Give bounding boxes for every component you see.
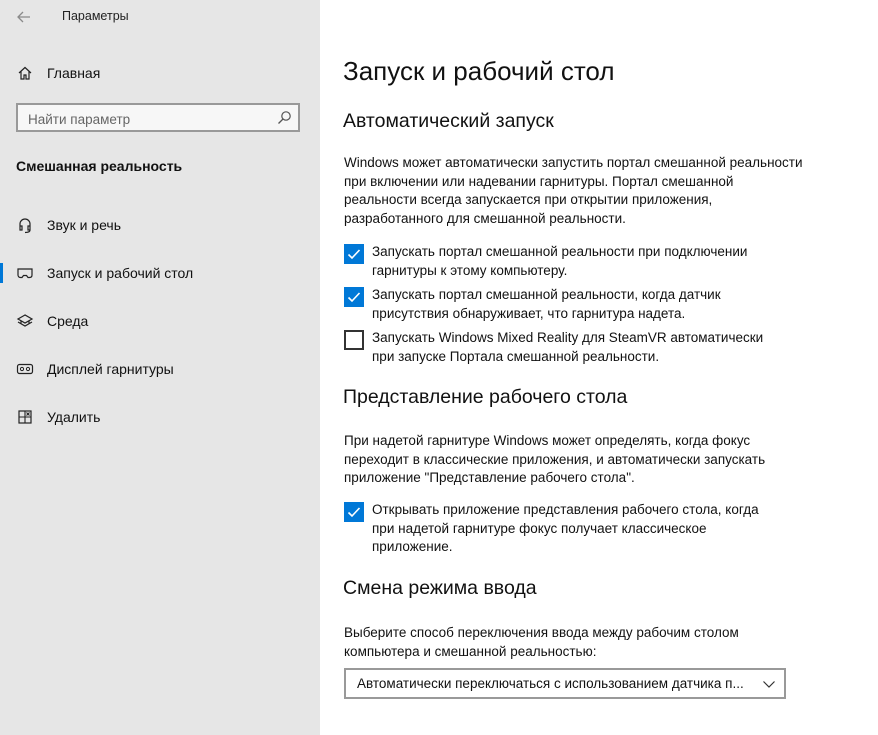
home-icon xyxy=(16,64,34,82)
nav-home-label: Главная xyxy=(47,65,101,81)
section-title: Смешанная реальность xyxy=(16,158,183,174)
search-box[interactable] xyxy=(16,103,300,132)
sidebar-item-environment[interactable] xyxy=(0,301,320,341)
sidebar-item-label: Дисплей гарнитуры xyxy=(47,361,174,377)
dropdown-selected-value: Автоматически переключаться с использованием датчика п... xyxy=(357,676,744,691)
title-bar xyxy=(0,0,320,34)
back-arrow-icon xyxy=(17,11,31,23)
checkbox-launch-steamvr[interactable] xyxy=(344,329,774,369)
headset-display-icon xyxy=(16,360,34,378)
vr-headset-icon xyxy=(16,264,34,282)
search-input[interactable] xyxy=(26,108,270,130)
sidebar-item-startup-desktop[interactable] xyxy=(0,253,320,293)
checkbox-checked-icon[interactable] xyxy=(344,244,364,264)
checkbox-launch-on-connect[interactable] xyxy=(344,243,774,283)
sidebar-item-label: Удалить xyxy=(47,409,101,425)
chevron-down-icon xyxy=(762,677,776,691)
checkbox-launch-on-presence[interactable] xyxy=(344,286,774,326)
autostart-description: Windows может автоматически запустить портал смешанной реальности при включении или надевании гарнитуры. Портал смешанной реальности всегда запускается при открытии приложения, разработанного для смешанной реальности. xyxy=(344,155,803,226)
sidebar-item-label: Среда xyxy=(47,313,89,329)
checkbox-unchecked-icon[interactable] xyxy=(344,330,364,350)
desktop-view-description: При надетой гарнитуре Windows может определять, когда фокус переходит в классические приложения, и автоматически запускать приложение "Представление рабочего стола". xyxy=(344,433,766,485)
headset-mic-icon xyxy=(16,216,34,234)
checkbox-label: Запускать портал смешанной реальности при подключении гарнитуры к этому компьютеру. xyxy=(372,244,748,278)
autostart-heading: Автоматический запуск xyxy=(343,110,554,132)
sidebar xyxy=(0,0,320,735)
search-icon[interactable] xyxy=(276,110,292,126)
nav-home[interactable] xyxy=(0,53,320,93)
sidebar-item-headset-display[interactable] xyxy=(0,349,320,389)
checkbox-checked-icon[interactable] xyxy=(344,502,364,522)
back-button[interactable] xyxy=(10,4,38,30)
input-switch-description: Выберите способ переключения ввода между рабочим столом компьютера и смешанной реальностью: xyxy=(344,625,739,659)
uninstall-icon xyxy=(16,408,34,426)
environment-icon xyxy=(16,312,34,330)
desktop-view-heading: Представление рабочего стола xyxy=(343,386,628,408)
page-title: Запуск и рабочий стол xyxy=(343,56,615,86)
sidebar-item-uninstall[interactable] xyxy=(0,397,320,437)
main-content xyxy=(320,0,878,735)
input-switch-dropdown[interactable] xyxy=(344,668,786,699)
checkbox-label: Открывать приложение представления рабочего стола, когда при надетой гарнитуре фокус получает классическое приложение. xyxy=(372,502,759,554)
sidebar-item-label: Звук и речь xyxy=(47,217,122,233)
app-title: Параметры xyxy=(62,9,129,23)
checkbox-checked-icon[interactable] xyxy=(344,287,364,307)
checkbox-label: Запускать Windows Mixed Reality для SteamVR автоматически при запуске Портала смешанной реальности. xyxy=(372,330,764,364)
sidebar-item-label: Запуск и рабочий стол xyxy=(47,265,194,281)
input-switch-heading: Смена режима ввода xyxy=(343,577,537,599)
checkbox-open-desktop-view[interactable] xyxy=(344,501,774,559)
sidebar-item-sound-speech[interactable] xyxy=(0,205,320,245)
checkbox-label: Запускать портал смешанной реальности, когда датчик присутствия обнаруживает, что гарнитура надета. xyxy=(372,287,721,321)
